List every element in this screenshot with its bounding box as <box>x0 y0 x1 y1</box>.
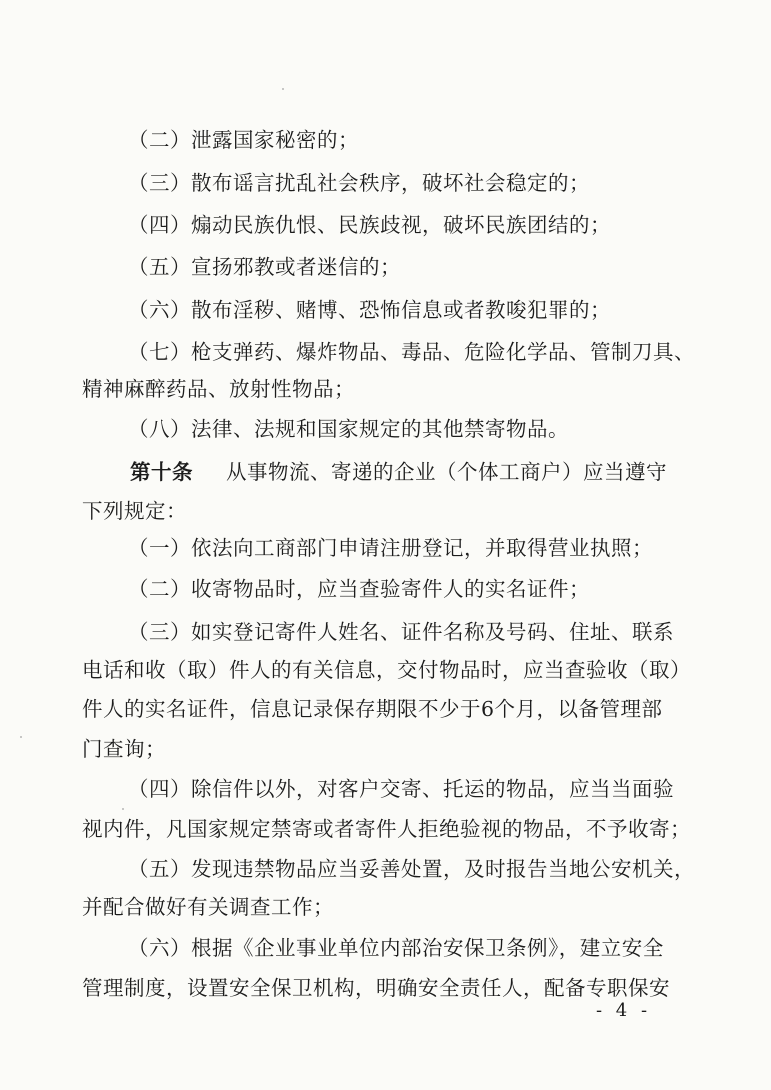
text-line: 门查询； <box>82 737 166 761</box>
text-line: 下列规定： <box>82 499 187 523</box>
text-line: （七）枪支弹药、爆炸物品、毒品、危险化学品、管制刀具、 <box>128 340 695 364</box>
text-line: （四）煽动民族仇恨、民族歧视，破坏民族团结的； <box>128 213 611 237</box>
text-line: 并配合做好有关调查工作； <box>82 895 334 919</box>
scan-speck <box>282 88 284 90</box>
text-line: （三）如实登记寄件人姓名、证件名称及号码、住址、联系 <box>128 620 674 644</box>
text-line: （五）发现违禁物品应当妥善处置，及时报告当地公安机关， <box>128 857 695 881</box>
page-number: - 4 - <box>596 1000 652 1021</box>
text-line: （一）依法向工商部门申请注册登记，并取得营业执照； <box>128 536 653 560</box>
text-line: （六）根据《企业事业单位内部治安保卫条例》，建立安全 <box>128 936 664 960</box>
scan-speck <box>122 808 124 810</box>
text-line: （二）泄露国家秘密的； <box>128 128 359 152</box>
text-line: （六）散布淫秽、赌博、恐怖信息或者教唆犯罪的； <box>128 298 611 322</box>
scan-speck <box>20 736 22 738</box>
article-heading: 第十条 <box>130 460 193 484</box>
text-line: （二）收寄物品时，应当查验寄件人的实名证件； <box>128 577 590 601</box>
text-line: 精神麻醉药品、放射性物品； <box>82 377 355 401</box>
text-line: 电话和收（取）件人的有关信息，交付物品时，应当查验收（取） <box>82 658 691 682</box>
text-line: （五）宣扬邪教或者迷信的； <box>128 255 401 279</box>
text-line: 从事物流、寄递的企业（个体工商户）应当遵守 <box>226 460 667 484</box>
text-line: （三）散布谣言扰乱社会秩序，破坏社会稳定的； <box>128 171 590 195</box>
text-line: （八）法律、法规和国家规定的其他禁寄物品。 <box>128 417 569 441</box>
text-line: 管理制度，设置安全保卫机构，明确安全责任人，配备专职保安 <box>82 976 670 1000</box>
text-line: （四）除信件以外，对客户交寄、托运的物品，应当当面验 <box>128 777 674 801</box>
text-line: 视内件，凡国家规定禁寄或者寄件人拒绝验视的物品，不予收寄； <box>82 817 691 841</box>
text-line: 件人的实名证件，信息记录保存期限不少于6个月，以备管理部 <box>82 697 663 721</box>
